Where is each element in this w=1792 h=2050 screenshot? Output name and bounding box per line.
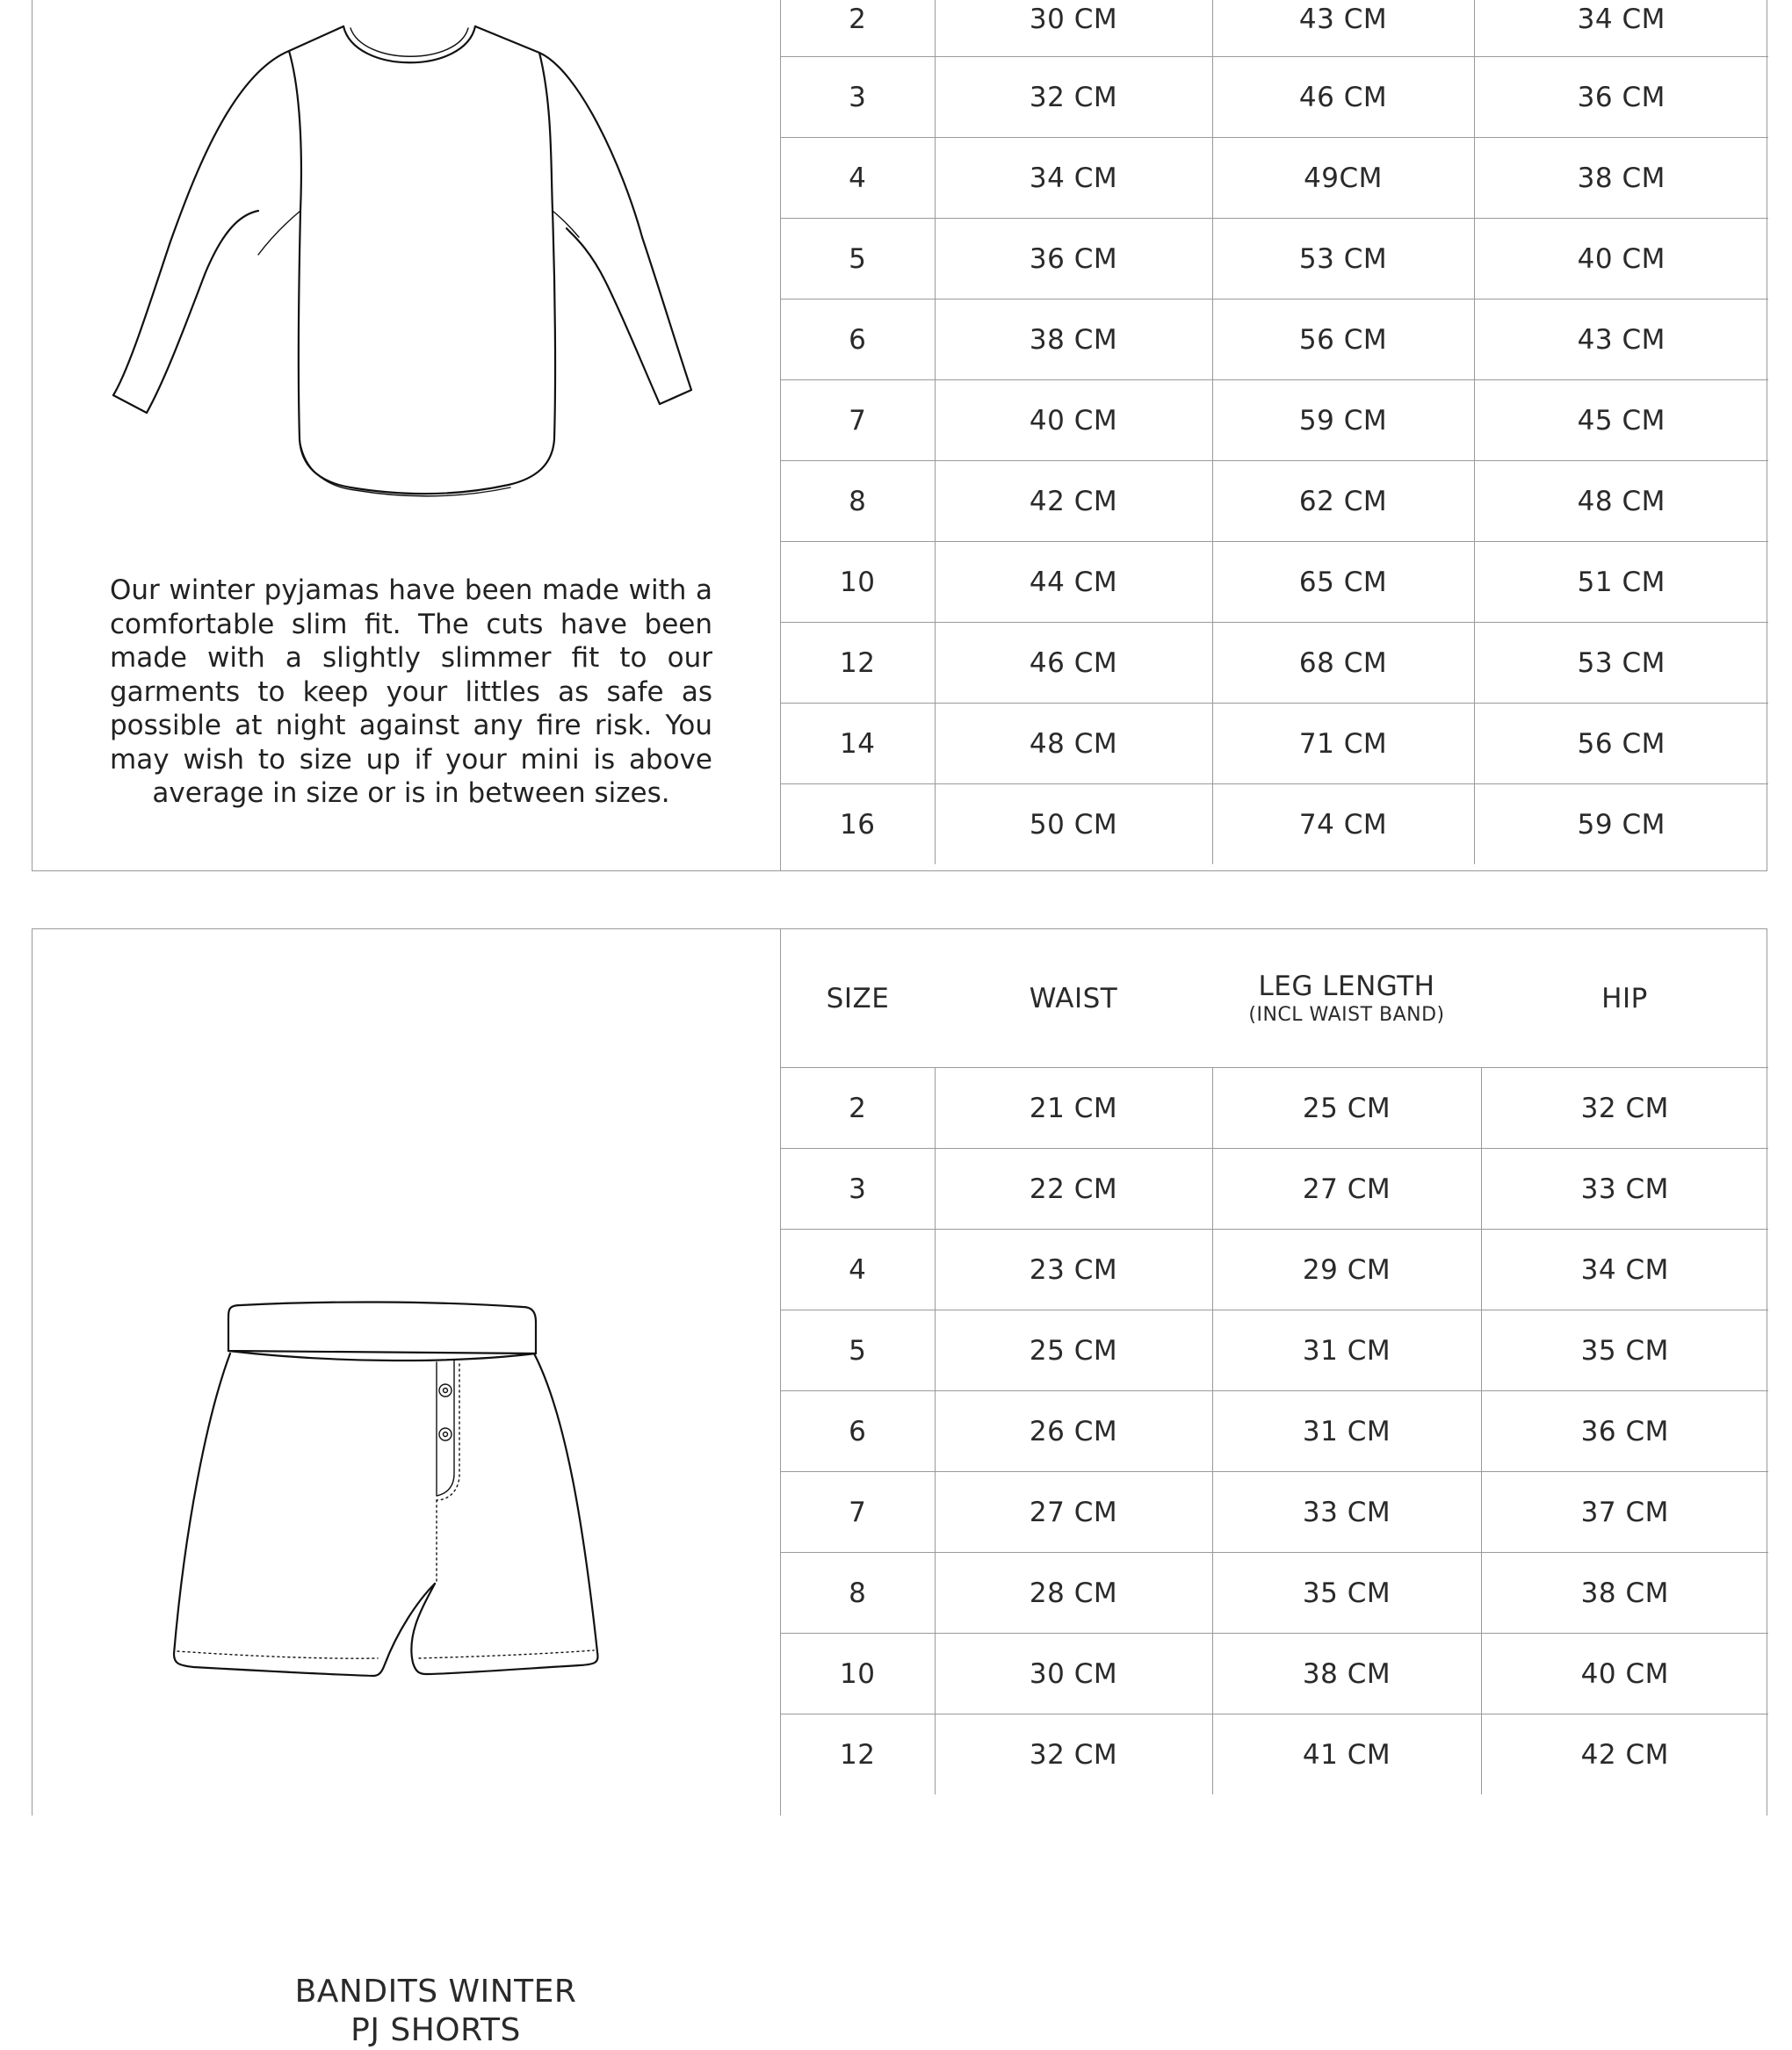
fit-description: Our winter pyjamas have been made with a comfortable slim fit. The cuts have been made with a slightly slimmer fit to our garments to keep your littles as safe as possible at night against any fire risk. You may wish to size up if your mini is above average in size or is in between sizes.	[110, 574, 712, 809]
header-leg-length-note: (INCL WAIST BAND)	[1248, 1004, 1445, 1026]
measure-cell: 74 CM	[1212, 784, 1474, 865]
measure-cell: 38 CM	[1474, 138, 1768, 219]
measure-cell: 31 CM	[1212, 1310, 1481, 1391]
measure-cell: 42 CM	[935, 461, 1212, 542]
table-row	[781, 1230, 1768, 1310]
measure-cell: 38 CM	[1212, 1634, 1481, 1714]
shorts-info-column	[33, 929, 780, 2048]
measure-cell: 43 CM	[1474, 300, 1768, 380]
size-cell: 7	[781, 1472, 935, 1553]
table-row	[781, 542, 1768, 623]
measure-cell: 36 CM	[1474, 57, 1768, 138]
shorts-size-table	[781, 929, 1768, 1794]
top-info-column	[33, 0, 780, 870]
measure-cell: 29 CM	[1212, 1230, 1481, 1310]
measure-cell: 56 CM	[1212, 300, 1474, 380]
size-cell: 12	[781, 1714, 935, 1795]
measure-cell: 37 CM	[1481, 1472, 1768, 1553]
measure-cell: 33 CM	[1481, 1149, 1768, 1230]
header-hip: HIP	[1481, 929, 1768, 1068]
measure-cell: 53 CM	[1474, 623, 1768, 704]
top-size-table	[781, 0, 1768, 864]
table-row	[781, 461, 1768, 542]
long-sleeve-top-icon	[113, 26, 728, 518]
size-cell: 4	[781, 138, 935, 219]
table-row	[781, 1472, 1768, 1553]
product-title	[155, 1973, 716, 2050]
size-cell: 7	[781, 380, 935, 461]
table-row	[781, 1714, 1768, 1795]
measure-cell: 25 CM	[935, 1310, 1212, 1391]
table-header-row	[781, 929, 1768, 1068]
size-cell: 3	[781, 1149, 935, 1230]
size-cell: 3	[781, 57, 935, 138]
size-cell: 12	[781, 623, 935, 704]
size-cell: 8	[781, 1553, 935, 1634]
size-cell: 5	[781, 219, 935, 300]
table-row	[781, 57, 1768, 138]
measure-cell: 34 CM	[1481, 1230, 1768, 1310]
shorts-size-panel	[32, 928, 1767, 2048]
measure-cell: 27 CM	[935, 1472, 1212, 1553]
table-row	[781, 1391, 1768, 1472]
measure-cell: 44 CM	[935, 542, 1212, 623]
top-size-panel	[32, 0, 1767, 871]
size-cell: 6	[781, 1391, 935, 1472]
measure-cell: 32 CM	[1481, 1068, 1768, 1149]
size-cell: 2	[781, 1068, 935, 1149]
size-cell: 16	[781, 784, 935, 865]
table-row	[781, 1634, 1768, 1714]
size-cell: 4	[781, 1230, 935, 1310]
measure-cell: 30 CM	[935, 1634, 1212, 1714]
size-cell: 2	[781, 0, 935, 57]
measure-cell: 26 CM	[935, 1391, 1212, 1472]
measure-cell: 34 CM	[935, 138, 1212, 219]
measure-cell: 40 CM	[1481, 1634, 1768, 1714]
table-row	[781, 380, 1768, 461]
measure-cell: 49CM	[1212, 138, 1474, 219]
measure-cell: 45 CM	[1474, 380, 1768, 461]
table-row	[781, 138, 1768, 219]
measure-cell: 32 CM	[935, 57, 1212, 138]
size-cell: 8	[781, 461, 935, 542]
measure-cell: 38 CM	[1481, 1553, 1768, 1634]
measure-cell: 40 CM	[1474, 219, 1768, 300]
measure-cell: 27 CM	[1212, 1149, 1481, 1230]
measure-cell: 25 CM	[1212, 1068, 1481, 1149]
product-title-line1: BANDITS WINTER	[294, 1974, 577, 2010]
measure-cell: 35 CM	[1212, 1553, 1481, 1634]
table-row	[781, 784, 1768, 865]
measure-cell: 31 CM	[1212, 1391, 1481, 1472]
measure-cell: 33 CM	[1212, 1472, 1481, 1553]
measure-cell: 32 CM	[935, 1714, 1212, 1795]
measure-cell: 59 CM	[1212, 380, 1474, 461]
measure-cell: 35 CM	[1481, 1310, 1768, 1391]
measure-cell: 48 CM	[1474, 461, 1768, 542]
measure-cell: 42 CM	[1580, 1738, 1669, 1771]
table-row	[781, 1068, 1768, 1149]
header-size: SIZE	[781, 929, 935, 1068]
measure-cell: 68 CM	[1212, 623, 1474, 704]
table-row	[781, 1553, 1768, 1634]
measure-cell: 40 CM	[935, 380, 1212, 461]
shorts-size-table-column	[780, 929, 1768, 1815]
measure-cell: 48 CM	[935, 704, 1212, 784]
size-cell: 10	[781, 1634, 935, 1714]
measure-cell: 34 CM	[1474, 0, 1768, 57]
measure-cell: 56 CM	[1474, 704, 1768, 784]
table-row	[781, 1149, 1768, 1230]
size-cell: 5	[781, 1310, 935, 1391]
size-cell: 14	[781, 704, 935, 784]
measure-cell: 36 CM	[935, 219, 1212, 300]
measure-cell: 62 CM	[1212, 461, 1474, 542]
measure-cell: 71 CM	[1212, 704, 1474, 784]
table-row	[781, 1310, 1768, 1391]
product-title-line2: PJ SHORTS	[350, 2012, 521, 2048]
size-cell: 6	[781, 300, 935, 380]
header-leg-length	[1212, 929, 1481, 1068]
measure-cell: 38 CM	[935, 300, 1212, 380]
measure-cell: 50 CM	[935, 784, 1212, 865]
measure-cell: 30 CM	[935, 0, 1212, 57]
table-row	[781, 219, 1768, 300]
measure-cell: 46 CM	[1212, 57, 1474, 138]
measure-cell: 28 CM	[935, 1553, 1212, 1634]
table-row	[781, 0, 1768, 57]
table-row	[781, 704, 1768, 784]
header-leg-length-label: LEG LENGTH	[1258, 971, 1435, 1002]
table-row	[781, 300, 1768, 380]
measure-cell: 53 CM	[1212, 219, 1474, 300]
measure-cell: 65 CM	[1212, 542, 1474, 623]
table-row	[781, 623, 1768, 704]
measure-cell: 41 CM	[1212, 1714, 1481, 1795]
size-cell: 10	[781, 542, 935, 623]
measure-cell: 59 CM	[1577, 808, 1666, 841]
measure-cell: 43 CM	[1212, 0, 1474, 57]
measure-cell: 46 CM	[935, 623, 1212, 704]
measure-cell: 22 CM	[935, 1149, 1212, 1230]
measure-cell: 51 CM	[1474, 542, 1768, 623]
header-waist: WAIST	[935, 929, 1212, 1068]
measure-cell: 23 CM	[935, 1230, 1212, 1310]
shorts-icon	[167, 1303, 641, 1698]
measure-cell: 21 CM	[935, 1068, 1212, 1149]
measure-cell: 36 CM	[1481, 1391, 1768, 1472]
top-size-table-column	[780, 0, 1768, 870]
